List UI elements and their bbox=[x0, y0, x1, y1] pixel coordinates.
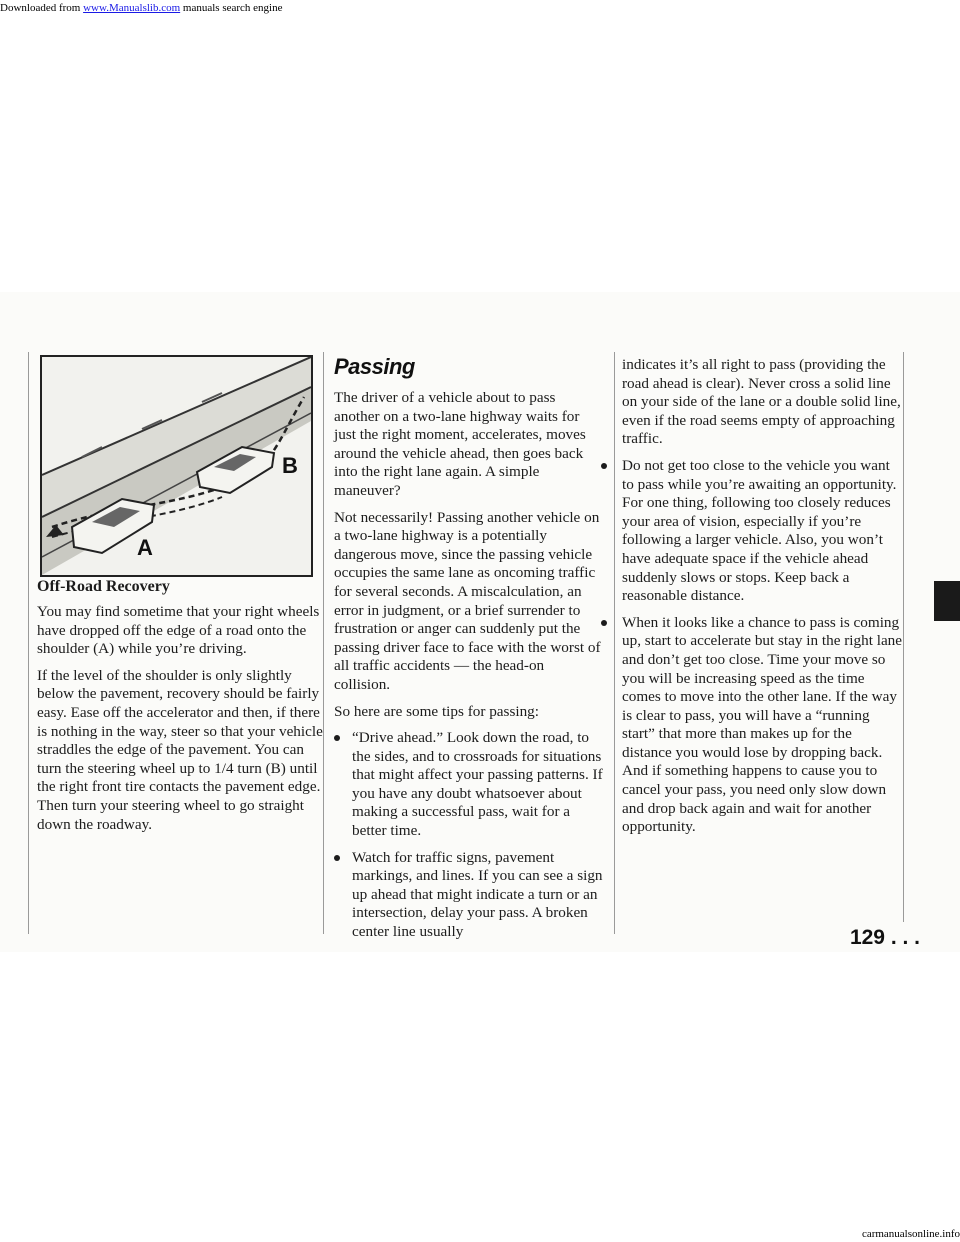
label-a: A bbox=[137, 535, 153, 560]
list-item-text: “Drive ahead.” Look down the road, to the sides, and to crossroads for situations that might affect your passing patterns. If you have any doubt whatsoever about making a successful pass, wait for a better time. bbox=[352, 729, 603, 840]
paragraph: Not necessarily! Passing another vehicle on a two-lane highway is a potentially dangerous move, since the passing vehicle occupies the same lane as oncoming traffic for several seconds. A miscalculation, an error in judgment, or a brief surrender to frustration or anger can suddenly put the passing driver face to face with the worst of all traffic accidents — the head-on collision. bbox=[334, 508, 601, 693]
list-item bbox=[334, 729, 604, 841]
footer-watermark: carmanualsonline.info bbox=[861, 1228, 960, 1240]
road-diagram bbox=[42, 357, 311, 575]
off-road-recovery-section bbox=[37, 578, 323, 842]
paragraph: You may find sometime that your right wheels have dropped off the edge of a road onto the shoulder (A) while you’re driving. bbox=[37, 603, 320, 658]
manualslib-link[interactable]: www.Manualslib.com bbox=[83, 2, 181, 14]
paragraph: If the level of the shoulder is only slightly below the pavement, recovery should be fairly easy. Ease off the accelerator and then, if there is nothing in the way, steer so that your vehicle straddles the edge of the pavement. You can turn the steering wheel up to 1/4 turn (B) until the right front tire contacts the pavement edge. Then turn your steering wheel to go straight down the roadway. bbox=[37, 666, 323, 833]
list-item-text: When it looks like a chance to pass is coming up, start to accelerate but stay in the right lane and don’t get too close. Time your move so you will be increasing speed as the time comes to move into the other lane. If the way is clear to pass, you will have a “running start” that more than makes up for the distance you would lose by dropping back. And if something happens to cause you to cancel your pass, you need only slow down and drop back again and wait for another opportunity. bbox=[622, 613, 903, 836]
download-header bbox=[0, 2, 282, 14]
passing-continued bbox=[622, 356, 904, 845]
paragraph: indicates it’s all right to pass (providing the road ahead is clear). Never cross a solid line on your side of the lane or a double solid line, even if the road seems empty of approaching traffic. bbox=[622, 356, 901, 448]
bullet-icon bbox=[334, 855, 340, 861]
column-rule-1 bbox=[323, 352, 324, 934]
list-item-text: Do not get too close to the vehicle you want to pass while you’re awaiting an opportunity. For one thing, following too closely reduces your area of vision, especially if you’re following a larger vehicle. Also, you won’t have adequate space if the vehicle ahead suddenly slows or stops. Keep back a reasonable distance. bbox=[622, 456, 897, 605]
bullet-icon bbox=[601, 620, 607, 626]
bullet-icon bbox=[601, 463, 607, 469]
header-prefix: Downloaded from bbox=[0, 2, 84, 14]
header-suffix: manuals search engine bbox=[180, 2, 283, 14]
column-rule-left bbox=[28, 352, 29, 934]
page-number: 129 . . . bbox=[849, 926, 920, 949]
section-heading: Off-Road Recovery bbox=[37, 578, 170, 595]
list-item bbox=[334, 849, 604, 942]
passing-section bbox=[334, 357, 604, 950]
section-tab-marker bbox=[934, 581, 960, 621]
list-item bbox=[596, 614, 904, 837]
list-item-text: Watch for traffic signs, pavement markings, and lines. If you can see a sign up ahead that might indicate a turn or an intersection, delay your pass. A broken center line usually bbox=[352, 848, 603, 941]
label-b: B bbox=[282, 453, 298, 478]
list-item bbox=[596, 457, 904, 606]
passing-title: Passing bbox=[334, 354, 415, 379]
off-road-recovery-illustration bbox=[40, 355, 313, 577]
paragraph: The driver of a vehicle about to pass another on a two-lane highway waits for just the right moment, accelerates, moves around the vehicle ahead, then goes back into the right lane again. A simple maneuver? bbox=[334, 389, 586, 499]
paragraph: So here are some tips for passing: bbox=[334, 702, 539, 720]
bullet-icon bbox=[334, 735, 340, 741]
